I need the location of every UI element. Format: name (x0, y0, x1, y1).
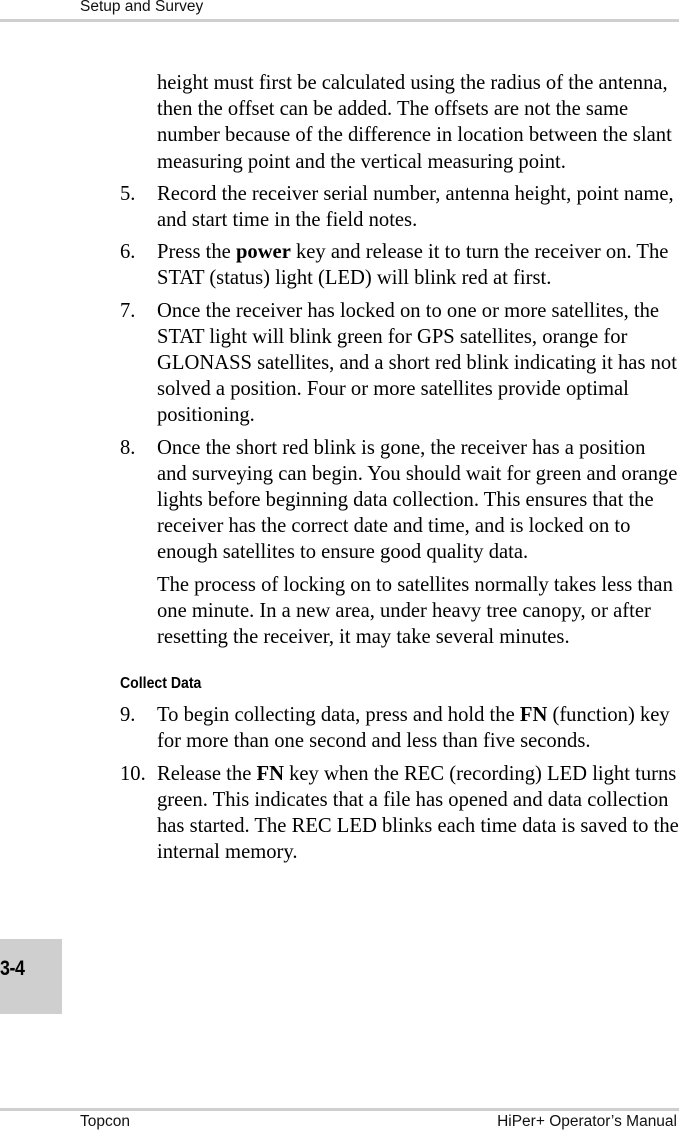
running-header-title: Setup and Survey (80, 0, 204, 15)
step-number: 7. (120, 299, 136, 322)
page-number: 3-4 (0, 957, 25, 980)
step-text-part: To begin collecting data, press and hold the (157, 704, 520, 727)
step-text-part: key and release it to turn the receiver on. The STAT (status) light (LED) will blink red at first. (157, 241, 669, 290)
list-item (120, 702, 679, 754)
key-name-fn: FN (519, 704, 548, 727)
key-name-power: power (235, 241, 291, 264)
list-item (120, 298, 679, 429)
section-heading: Collect Data (120, 675, 202, 693)
page-footer (0, 1108, 679, 1133)
step-number: 5. (120, 182, 136, 205)
step-text-part: (function) key for more than one second and less than five seconds. (157, 704, 670, 753)
step-text (157, 702, 679, 754)
step-number: 9. (120, 704, 136, 727)
step-text-part: key when the REC (recording) LED light turns green. This indicates that a file has opened and data collection has started. The REC LED blinks each time data is saved to the internal memory. (157, 762, 679, 864)
step-text-part: Press the (157, 241, 236, 264)
list-item (120, 435, 679, 566)
page-header (0, 0, 679, 22)
step-text: Once the receiver has locked on to one or more satellites, the STAT light will blink green for GPS satellites, orange for GLONASS satellites, and a short red blink indicating it has not solved a position. Four or more satellites provide optimal positioning. (157, 299, 677, 427)
step-number: 10. (120, 762, 146, 785)
step-text (157, 761, 679, 866)
key-name-fn: FN (256, 762, 284, 785)
step-text (157, 239, 679, 291)
list-item (120, 239, 679, 291)
note-paragraph: The process of locking on to satellites normally takes less than one minute. In a new area, under heavy tree canopy, or after resetting the receiver, it may take several minutes. (157, 573, 673, 649)
step-number: 6. (120, 241, 136, 264)
list-item (120, 761, 679, 866)
footer-company: Topcon (80, 1113, 130, 1130)
step-text: Once the short red blink is gone, the receiver has a position and surveying can begin. You should wait for green and orange lights before beginning data collection. This ensures that the receiver has the correct date and time, and is locked on to enough satellites to ensure good quality data. (157, 436, 678, 564)
list-item (120, 181, 679, 233)
footer-manual-title: HiPer+ Operator’s Manual (497, 1113, 677, 1130)
intro-paragraph: height must first be calculated using the radius of the antenna, then the offset can be added. The offsets are not the same number because of the difference in location between the slant measuring point and the vertical measuring point. (157, 72, 672, 173)
page-number-tab (0, 939, 62, 1014)
step-text: Record the receiver serial number, antenna height, point name, and start time in the field notes. (157, 182, 674, 232)
page-body (120, 70, 679, 871)
step-number: 8. (120, 436, 136, 459)
step-text-part: Release the (157, 762, 257, 785)
